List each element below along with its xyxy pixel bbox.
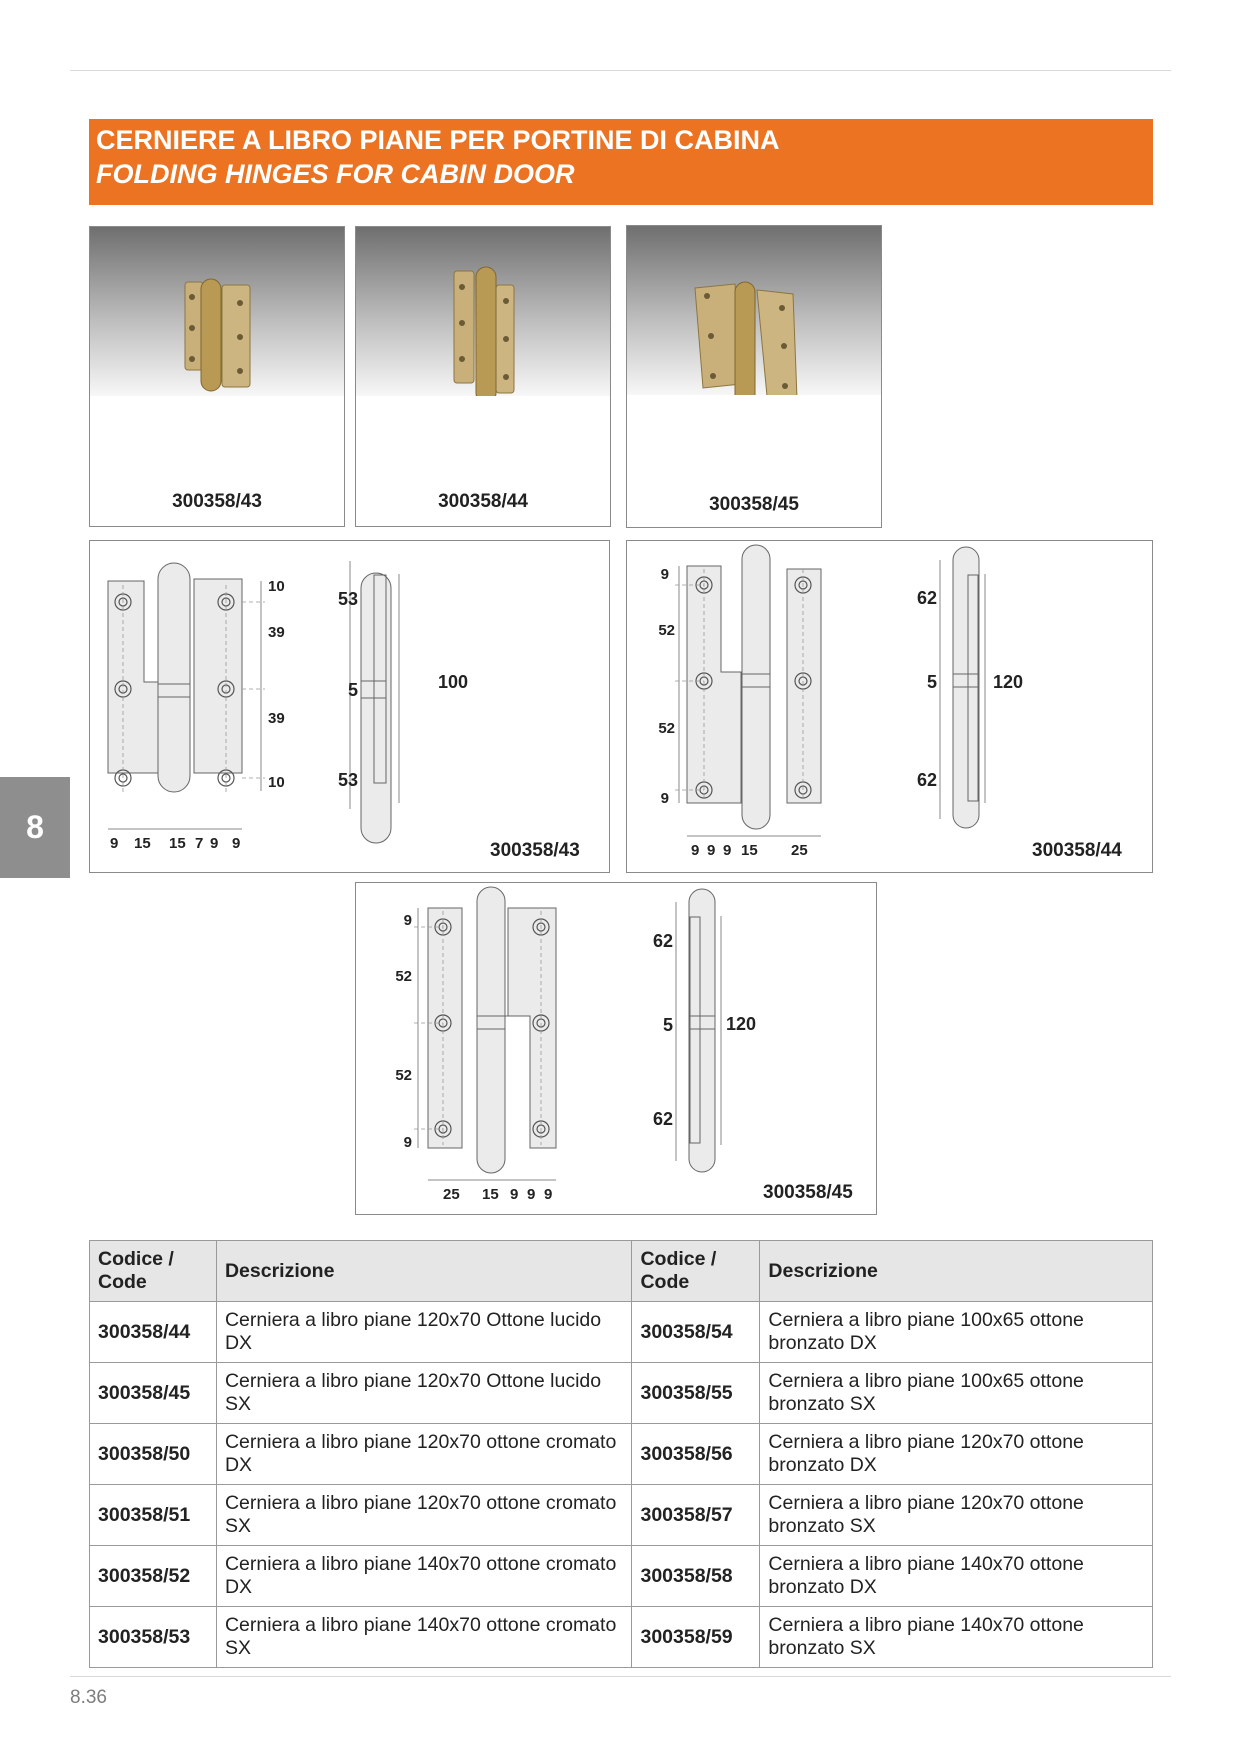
hinge-photo-45 [627,226,881,395]
page-number: 8.36 [70,1687,107,1708]
top-rule [70,70,1171,71]
technical-drawing-43 [89,540,610,873]
cell-description: Cerniera a libro piane 120x70 Ottone lucido DX [216,1302,632,1363]
dim-h-1: 9 [707,842,716,859]
dim-total: 100 [438,672,469,692]
technical-drawing-45 [355,882,877,1215]
dim-h-5: 9 [232,835,241,852]
dim-v-1: 39 [268,624,285,641]
dim-v-2: 52 [658,720,675,737]
product-photo-43 [89,226,345,527]
dim-total: 120 [726,1014,757,1034]
cell-code: 300358/52 [90,1546,217,1607]
dim-h-0: 9 [110,835,119,852]
cell-code: 300358/57 [632,1485,760,1546]
dim-h-4: 25 [791,842,808,859]
dim-v-2: 39 [268,710,285,727]
dim-side-0: 62 [652,931,673,951]
dim-h-2: 9 [723,842,732,859]
dim-side-2: 53 [337,770,358,790]
cell-description: Cerniera a libro piane 140x70 ottone cromato SX [216,1607,632,1668]
cell-description: Cerniera a libro piane 120x70 ottone bronzato DX [760,1424,1153,1485]
dim-h-1: 15 [482,1186,499,1203]
cell-code: 300358/54 [632,1302,760,1363]
dim-side-2: 62 [652,1109,673,1129]
photo-code: 300358/45 [709,494,799,515]
cell-code: 300358/45 [90,1363,217,1424]
table-header-row [90,1241,1153,1302]
dim-v-0: 9 [660,566,669,583]
bottom-rule [70,1676,1171,1677]
dim-h-4: 9 [544,1186,553,1203]
cell-code: 300358/51 [90,1485,217,1546]
dim-h-2: 9 [510,1186,519,1203]
dim-v-3: 9 [660,790,669,807]
dim-side-1: 5 [926,672,937,692]
cell-description: Cerniera a libro piane 100x65 ottone bronzato SX [760,1363,1153,1424]
dim-h-2: 15 [169,835,186,852]
dim-v-0: 10 [268,578,285,595]
drawing-code: 300358/44 [1032,840,1122,861]
dim-side-2: 62 [916,770,937,790]
dim-h-0: 25 [443,1186,460,1203]
drawing-code: 300358/43 [490,840,580,861]
dim-side-0: 62 [916,588,937,608]
dim-v-3: 10 [268,774,285,791]
dim-v-1: 52 [395,968,412,985]
cell-description: Cerniera a libro piane 120x70 ottone cromato DX [216,1424,632,1485]
cell-code: 300358/56 [632,1424,760,1485]
table-row [90,1363,1153,1424]
header-description: Descrizione [216,1241,632,1302]
photo-code: 300358/43 [172,491,262,512]
dim-h-0: 9 [691,842,700,859]
cell-description: Cerniera a libro piane 120x70 Ottone lucido SX [216,1363,632,1424]
table-row [90,1607,1153,1668]
dim-h-4: 9 [210,835,219,852]
dim-v-1: 52 [658,622,675,639]
table-row [90,1546,1153,1607]
cell-description: Cerniera a libro piane 120x70 ottone bronzato SX [760,1485,1153,1546]
dim-h-1: 15 [134,835,151,852]
photo-code: 300358/44 [438,491,528,512]
cell-code: 300358/58 [632,1546,760,1607]
cell-code: 300358/53 [90,1607,217,1668]
product-photo-45 [626,225,882,528]
dim-v-2: 52 [395,1067,412,1084]
dim-v-0: 9 [403,912,412,929]
title-english: FOLDING HINGES FOR CABIN DOOR [96,159,575,189]
dim-h-3: 9 [527,1186,536,1203]
dim-v-3: 9 [403,1134,412,1151]
dim-side-1: 5 [347,680,358,700]
section-title-bar [89,119,1153,205]
dim-total: 120 [993,672,1024,692]
cell-code: 300358/59 [632,1607,760,1668]
cell-description: Cerniera a libro piane 140x70 ottone bronzato SX [760,1607,1153,1668]
header-code: Codice / Code [632,1241,760,1302]
cell-code: 300358/44 [90,1302,217,1363]
hinge-photo-43 [90,227,344,396]
drawing-code: 300358/45 [763,1182,853,1203]
table-row [90,1424,1153,1485]
product-table [89,1240,1153,1668]
title-italian: CERNIERE A LIBRO PIANE PER PORTINE DI CABINA [96,125,780,155]
chapter-tab: 8 [0,777,70,878]
cell-description: Cerniera a libro piane 140x70 ottone bronzato DX [760,1546,1153,1607]
technical-drawing-44 [626,540,1153,873]
header-code: Codice / Code [90,1241,217,1302]
header-description: Descrizione [760,1241,1153,1302]
cell-description: Cerniera a libro piane 120x70 ottone cromato SX [216,1485,632,1546]
dim-side-1: 5 [662,1015,673,1035]
product-photo-44 [355,226,611,527]
cell-description: Cerniera a libro piane 140x70 ottone cromato DX [216,1546,632,1607]
hinge-photo-44 [356,227,610,396]
table-row [90,1485,1153,1546]
cell-description: Cerniera a libro piane 100x65 ottone bronzato DX [760,1302,1153,1363]
table-row [90,1302,1153,1363]
dim-h-3: 15 [741,842,758,859]
dim-h-3: 7 [195,835,204,852]
cell-code: 300358/50 [90,1424,217,1485]
cell-code: 300358/55 [632,1363,760,1424]
dim-side-0: 53 [337,589,358,609]
